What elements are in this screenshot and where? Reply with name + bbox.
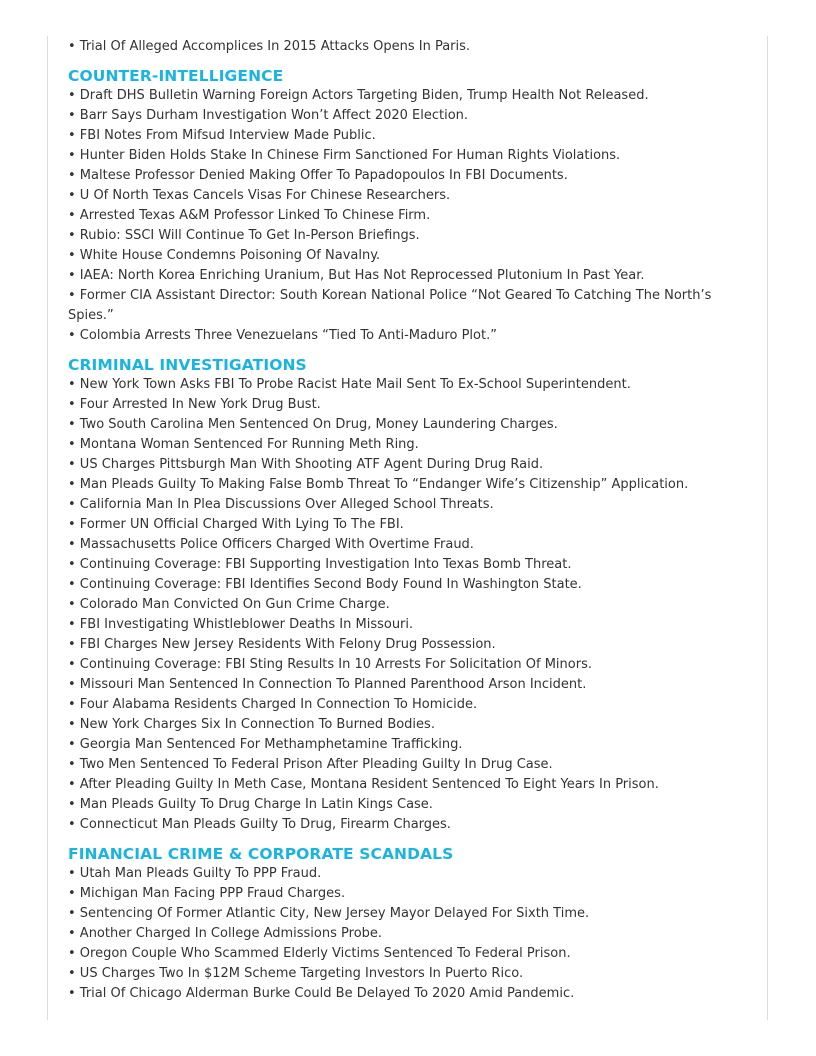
left-border-rule bbox=[47, 36, 48, 1020]
list-item[interactable]: • Georgia Man Sentenced For Methamphetamine Trafficking. bbox=[68, 737, 463, 752]
list-item[interactable]: • Man Pleads Guilty To Making False Bomb Threat To “Endanger Wife’s Citizenship” Application. bbox=[68, 477, 689, 492]
list-item[interactable]: • Sentencing Of Former Atlantic City, New Jersey Mayor Delayed For Sixth Time. bbox=[68, 906, 590, 921]
list-item[interactable]: • Four Arrested In New York Drug Bust. bbox=[68, 397, 321, 412]
list-item[interactable]: • Missouri Man Sentenced In Connection To Planned Parenthood Arson Incident. bbox=[68, 677, 587, 692]
list-item[interactable]: • New York Charges Six In Connection To Burned Bodies. bbox=[68, 717, 435, 732]
section-heading: CRIMINAL INVESTIGATIONS bbox=[68, 356, 307, 374]
list-item[interactable]: • Continuing Coverage: FBI Identifies Second Body Found In Washington State. bbox=[68, 577, 582, 592]
list-item[interactable]: • After Pleading Guilty In Meth Case, Montana Resident Sentenced To Eight Years In Prison. bbox=[68, 777, 659, 792]
list-item[interactable]: • Colorado Man Convicted On Gun Crime Charge. bbox=[68, 597, 390, 612]
section-list bbox=[68, 86, 738, 346]
list-item[interactable]: • Hunter Biden Holds Stake In Chinese Firm Sanctioned For Human Rights Violations. bbox=[68, 148, 621, 163]
list-item[interactable]: • FBI Charges New Jersey Residents With Felony Drug Possession. bbox=[68, 637, 496, 652]
section-list bbox=[68, 864, 738, 1004]
list-item[interactable]: • Two South Carolina Men Sentenced On Drug, Money Laundering Charges. bbox=[68, 417, 558, 432]
list-item[interactable]: • Utah Man Pleads Guilty To PPP Fraud. bbox=[68, 866, 322, 881]
list-item[interactable]: • Draft DHS Bulletin Warning Foreign Actors Targeting Biden, Trump Health Not Released. bbox=[68, 88, 649, 103]
list-item[interactable]: • Arrested Texas A&M Professor Linked To Chinese Firm. bbox=[68, 208, 431, 223]
list-item[interactable]: • Continuing Coverage: FBI Supporting Investigation Into Texas Bomb Threat. bbox=[68, 557, 572, 572]
list-item[interactable]: • Another Charged In College Admissions Probe. bbox=[68, 926, 383, 941]
intro-list bbox=[68, 37, 738, 57]
newsletter-content bbox=[68, 37, 738, 1004]
section-list bbox=[68, 375, 738, 835]
list-item[interactable]: • US Charges Pittsburgh Man With Shooting ATF Agent During Drug Raid. bbox=[68, 457, 544, 472]
right-border-rule bbox=[767, 36, 768, 1020]
list-item[interactable]: • California Man In Plea Discussions Over Alleged School Threats. bbox=[68, 497, 494, 512]
section-financial-crime bbox=[68, 844, 738, 1004]
list-item[interactable]: • FBI Investigating Whistleblower Deaths In Missouri. bbox=[68, 617, 414, 632]
list-item[interactable]: • Barr Says Durham Investigation Won’t Affect 2020 Election. bbox=[68, 108, 469, 123]
list-item[interactable]: • US Charges Two In $12M Scheme Targeting Investors In Puerto Rico. bbox=[68, 966, 524, 981]
list-item[interactable]: • Colombia Arrests Three Venezuelans “Tied To Anti-Maduro Plot.” bbox=[68, 328, 497, 343]
list-item[interactable]: • Trial Of Chicago Alderman Burke Could Be Delayed To 2020 Amid Pandemic. bbox=[68, 986, 575, 1001]
list-item[interactable]: • Four Alabama Residents Charged In Connection To Homicide. bbox=[68, 697, 478, 712]
section-counter-intelligence bbox=[68, 66, 738, 346]
list-item[interactable]: • Rubio: SSCI Will Continue To Get In-Person Briefings. bbox=[68, 228, 420, 243]
list-item[interactable]: • New York Town Asks FBI To Probe Racist Hate Mail Sent To Ex-School Superintendent. bbox=[68, 377, 631, 392]
list-item[interactable]: • Former CIA Assistant Director: South Korean National Police “Not Geared To Catching The North’s Spies.” bbox=[68, 288, 712, 323]
list-item[interactable]: • Montana Woman Sentenced For Running Meth Ring. bbox=[68, 437, 419, 452]
list-item[interactable]: • Connecticut Man Pleads Guilty To Drug, Firearm Charges. bbox=[68, 817, 451, 832]
list-item[interactable]: • FBI Notes From Mifsud Interview Made Public. bbox=[68, 128, 376, 143]
list-item[interactable]: • Trial Of Alleged Accomplices In 2015 Attacks Opens In Paris. bbox=[68, 39, 471, 54]
section-heading: COUNTER-INTELLIGENCE bbox=[68, 67, 284, 85]
list-item[interactable]: • Maltese Professor Denied Making Offer To Papadopoulos In FBI Documents. bbox=[68, 168, 568, 183]
list-item[interactable]: • Oregon Couple Who Scammed Elderly Victims Sentenced To Federal Prison. bbox=[68, 946, 571, 961]
section-heading: FINANCIAL CRIME & CORPORATE SCANDALS bbox=[68, 845, 454, 863]
list-item[interactable]: • U Of North Texas Cancels Visas For Chinese Researchers. bbox=[68, 188, 451, 203]
list-item[interactable]: • IAEA: North Korea Enriching Uranium, But Has Not Reprocessed Plutonium In Past Year. bbox=[68, 268, 645, 283]
list-item[interactable]: • Massachusetts Police Officers Charged With Overtime Fraud. bbox=[68, 537, 474, 552]
list-item[interactable]: • White House Condemns Poisoning Of Navalny. bbox=[68, 248, 381, 263]
list-item[interactable]: • Former UN Official Charged With Lying To The FBI. bbox=[68, 517, 404, 532]
list-item[interactable]: • Two Men Sentenced To Federal Prison After Pleading Guilty In Drug Case. bbox=[68, 757, 553, 772]
section-criminal-investigations bbox=[68, 355, 738, 835]
list-item[interactable]: • Man Pleads Guilty To Drug Charge In Latin Kings Case. bbox=[68, 797, 433, 812]
list-item[interactable]: • Continuing Coverage: FBI Sting Results In 10 Arrests For Solicitation Of Minors. bbox=[68, 657, 592, 672]
list-item[interactable]: • Michigan Man Facing PPP Fraud Charges. bbox=[68, 886, 346, 901]
